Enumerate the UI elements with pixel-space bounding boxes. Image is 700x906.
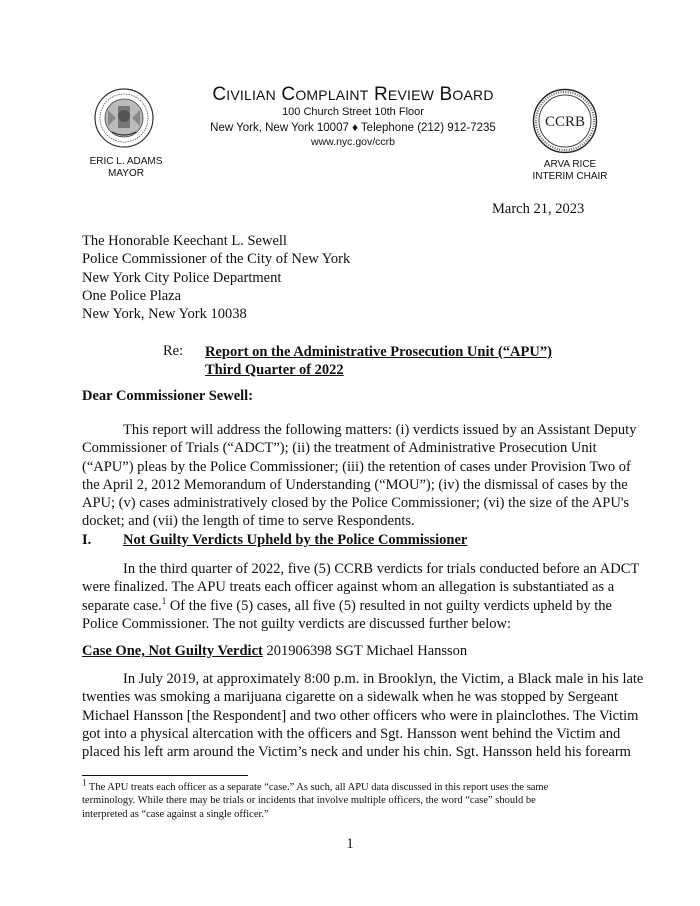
mayor-title: MAYOR [108, 168, 144, 179]
footnote-line: terminology. While there may be trials or incidents that involve multiple officers, the word “case” should be [82, 795, 536, 807]
paragraph-line: In the third quarter of 2022, five (5) CCRB verdicts for trials conducted before an ADCT [123, 561, 640, 577]
paragraph-line: were finalized. The APU treats each officer against whom an allegation is substantiated as a [82, 579, 615, 596]
page-number: 1 [346, 836, 354, 852]
recipient-line: One Police Plaza [82, 287, 182, 304]
case-heading-detail: 201906398 SGT Michael Hansson [262, 643, 468, 659]
paragraph-line: got into a physical altercation with the officers and Sgt. Hansson went behind the Victim and [82, 725, 621, 742]
paragraph-line: twenties was smoking a marijuana cigarette on a sidewalk when he was stopped by Sergeant [82, 689, 619, 706]
paragraph-line: separate case.$^1$ Of the five (5) cases, all five (5) resulted in not guilty verdicts upheld by the [82, 595, 612, 614]
ccrb-seal-icon [532, 88, 598, 154]
ccrb-seal-text: CCRB [544, 114, 586, 130]
re-subject-line1: Report on the Administrative Prosecution Unit (“APU”) [205, 344, 552, 360]
recipient-line: New York City Police Department [82, 269, 282, 286]
section1-paragraph [82, 560, 640, 633]
letterhead-address-line2: New York, New York 10007 ♦ Telephone (212) 912-7235 [210, 122, 496, 134]
paragraph-line: In July 2019, at approximately 8:00 p.m. in Brooklyn, the Victim, a Black male in his late [123, 671, 644, 687]
nyc-seal-icon [94, 88, 154, 148]
re-subject [205, 343, 552, 379]
paragraph-line: APU; (v) cases administratively closed by the Police Commissioner; (vi) the size of the APU's [82, 495, 630, 512]
paragraph-line: placed his left arm around the Victim’s neck and under his chin. Sgt. Hansson held his forearm [82, 744, 631, 761]
footnote-number: 1 [82, 777, 87, 788]
recipient-line: New York, New York 10038 [82, 306, 247, 323]
paragraph-line: Commissioner of Trials (“ADCT”); (ii) the treatment of Administrative Prosecution Unit [82, 440, 597, 457]
paragraph-line: the April 2, 2012 Memorandum of Understanding (“MOU”); (iv) the dismissal of cases by the [82, 476, 628, 493]
recipient-line: Police Commissioner of the City of New York [82, 251, 351, 268]
case-one-paragraph [82, 670, 644, 761]
paragraph-line: (“APU”) pleas by the Police Commissioner; (iii) the retention of cases under Provision Two of [82, 458, 631, 475]
case-heading [82, 643, 467, 660]
footnote-ref: 1 [161, 595, 167, 606]
intro-paragraph [82, 421, 637, 531]
recipient-line: The Honorable Keechant L. Sewell [82, 233, 287, 249]
re-label: Re: [163, 343, 184, 359]
footnote [82, 777, 622, 821]
chair-title: INTERIM CHAIR [532, 171, 608, 182]
letter-date: March 21, 2023 [492, 201, 585, 217]
paragraph-line: Michael Hansson [the Respondent] and two other officers who were in plainclothes. The Victim [82, 707, 639, 724]
paragraph-line: This report will address the following matters: (i) verdicts issued by an Assistant Deputy [123, 422, 637, 438]
footnote-line: interpreted as “case against a single officer.” [82, 808, 269, 820]
letterhead-title: CIVILIAN COMPLAINT REVIEW BOARD [212, 84, 494, 105]
section-title: Not Guilty Verdicts Upheld by the Police Commissioner [123, 532, 468, 548]
letterhead-website: www.nyc.gov/ccrb [310, 136, 396, 148]
recipient-address [82, 232, 350, 323]
re-subject-line2: Third Quarter of 2022 [205, 362, 344, 378]
case-heading-label: Case One, Not Guilty Verdict [82, 643, 263, 659]
chair-block [520, 159, 620, 183]
letterhead-address-line1: 100 Church Street 10th Floor [282, 106, 424, 118]
footnote-divider [82, 775, 248, 776]
paragraph-line: Police Commissioner. The not guilty verdicts are discussed further below: [82, 615, 512, 632]
chair-name: ARVA RICE [543, 159, 597, 170]
paragraph-line: docket; and (vii) the length of time to serve Respondents. [82, 513, 415, 530]
footnote-line: $^1$ The APU treats each officer as a separate “case.” As such, all APU data discussed in this report uses the same [82, 777, 549, 793]
mayor-block [76, 156, 176, 180]
salutation: Dear Commissioner Sewell: [82, 388, 254, 404]
mayor-name: ERIC L. ADAMS [89, 156, 163, 167]
section-number: I. [82, 532, 92, 548]
